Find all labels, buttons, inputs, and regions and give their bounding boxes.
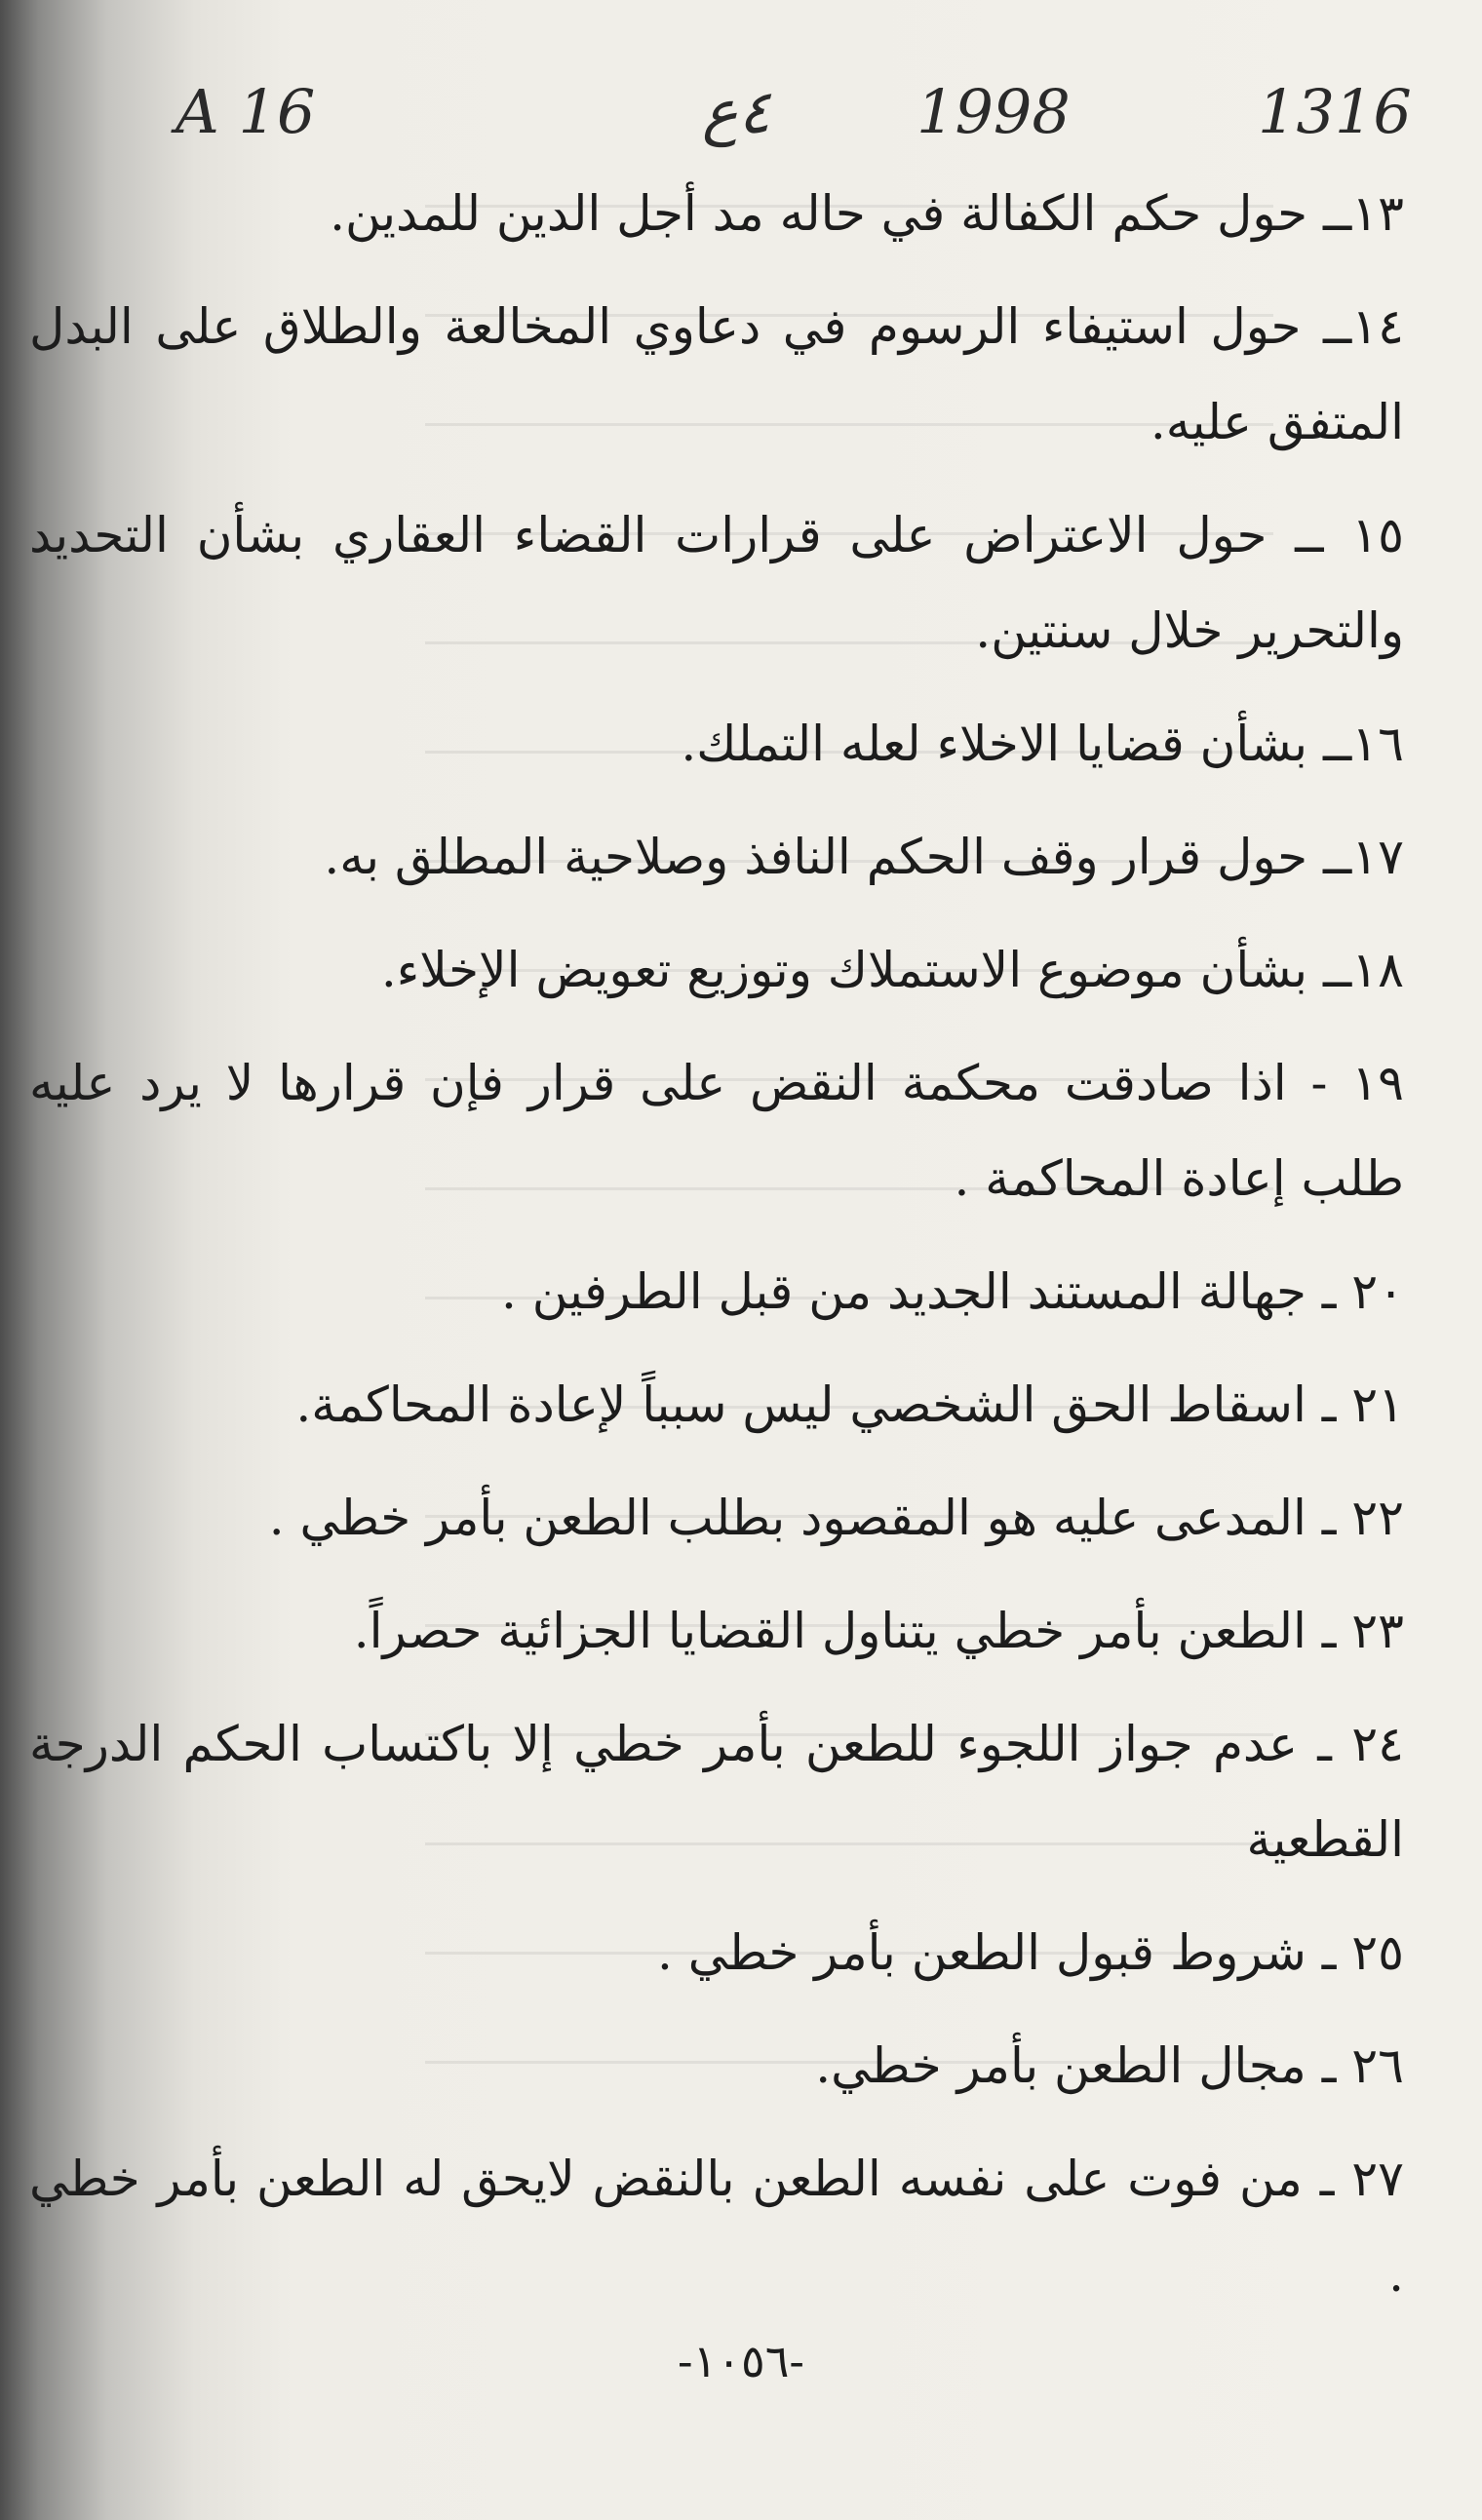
entry-16: ١٦ــ بشأن قضايا الاخلاء لعله التملك.	[681, 716, 1404, 772]
entry-19: ١٩ - اذا صادقت محكمة النقض على قرار فإن قرارها لا يرد عليه طلب إعادة المحاكمة .	[29, 1055, 1404, 1207]
entry-20: ٢٠ ـ جهالة المستند الجديد من قبل الطرفين .	[501, 1263, 1404, 1320]
entry-21: ٢١ ـ اسقاط الحق الشخصي ليس سبباً لإعادة المحاكمة.	[295, 1376, 1404, 1433]
header-number: ٤ع	[702, 76, 771, 147]
header-folio: 1316	[1258, 76, 1412, 147]
entry-17: ١٧ــ حول قرار وقف الحكم النافذ وصلاحية المطلق به.	[324, 829, 1404, 885]
entry-26: ٢٦ ـ مجال الطعن بأمر خطي.	[815, 2037, 1404, 2094]
entry-list	[29, 166, 1404, 2340]
entry-25: ٢٥ ـ شروط قبول الطعن بأمر خطي .	[657, 1924, 1404, 1981]
page-number: -١٠٥٦-	[678, 2335, 804, 2387]
entry-15: ١٥ ــ حول الاعتراض على قرارات القضاء العقاري بشأن التحديد والتحرير خلال سنتين.	[29, 507, 1404, 659]
entry-23: ٢٣ ـ الطعن بأمر خطي يتناول القضايا الجزائية حصراً.	[353, 1603, 1404, 1659]
entry-18: ١٨ــ بشأن موضوع الاستملاك وتوزيع تعويض الإخلاء.	[380, 942, 1404, 998]
entry-13: ١٣ــ حول حكم الكفالة في حاله مد أجل الدين للمدين.	[330, 185, 1404, 242]
header-year: 1998	[916, 76, 1071, 147]
entry-22: ٢٢ ـ المدعى عليه هو المقصود بطلب الطعن بأمر خطي .	[268, 1490, 1404, 1546]
entry-24: ٢٤ ـ عدم جواز اللجوء للطعن بأمر خطي إلا باكتساب الحكم الدرجة القطعية	[29, 1716, 1404, 1868]
entry-27: ٢٧ ـ من فوت على نفسه الطعن بالنقض لايحق له الطعن بأمر خطي .	[29, 2151, 1404, 2303]
handwritten-header	[146, 76, 1412, 164]
header-code: A 16	[176, 76, 316, 147]
entry-14: ١٤ــ حول استيفاء الرسوم في دعاوي المخالعة والطلاق على البدل المتفق عليه.	[29, 298, 1404, 450]
